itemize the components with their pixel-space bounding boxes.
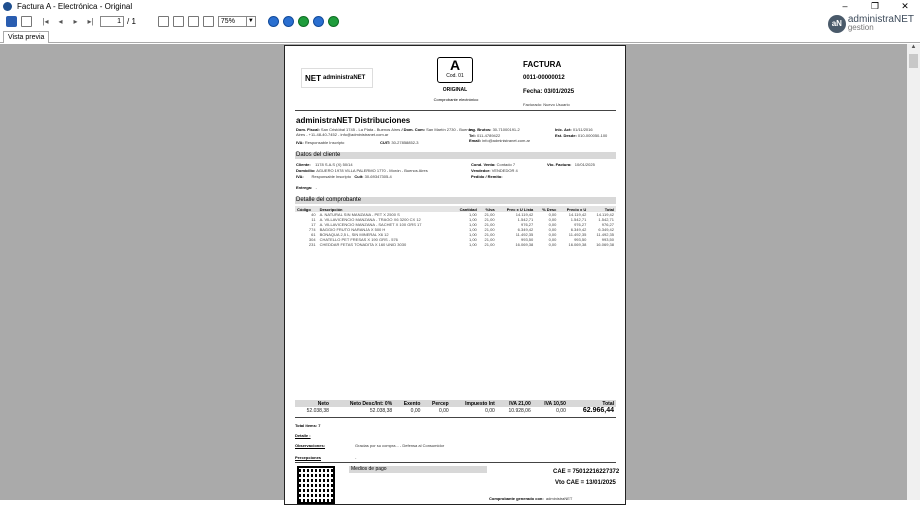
table-cell: 1,00 (468, 232, 477, 237)
table-cell: 21,00 (484, 217, 495, 222)
table-cell: BONAQUA 2,5 L, SIN MINERAL X6 12 (319, 232, 389, 237)
totals-table (295, 400, 616, 414)
client-data: Cliente: 1178 S.A.S (X) 50/14 Domicilio: AGUERO 1978 VILLA PALERMO 1770 - Morón - Buenos Aires IVA: Responsable Inscripto Cuit: 30-69347305-4 Entrega: - (296, 162, 428, 190)
cae-expiry: Vto CAE = 13/01/2025 (555, 480, 616, 486)
table-cell: 1.542,71 (570, 217, 587, 222)
table-cell: 0,00 (548, 242, 557, 247)
table-cell: 1,00 (468, 222, 477, 227)
totals-header: Neto (295, 400, 331, 407)
totals-value: 0,00 (410, 407, 421, 414)
report-toolbar (0, 13, 920, 29)
binoculars-icon[interactable] (203, 16, 214, 27)
percepciones-label: Percepciones (295, 455, 322, 460)
send-icon[interactable] (328, 16, 339, 27)
zoom-value: 75% (220, 17, 235, 25)
divider (295, 417, 616, 418)
invoice-page (284, 45, 626, 505)
table-cell: 0,00 (548, 232, 557, 237)
percepciones-value: - (355, 455, 357, 460)
table-cell: 231 (308, 242, 316, 247)
next-page-button[interactable]: ▸ (73, 16, 78, 26)
email-icon[interactable] (268, 16, 279, 27)
company-name: administraNET Distribuciones (296, 116, 411, 125)
table-cell: 993,50 (601, 237, 614, 242)
table-cell: CHATELLO PET FRESAS X 190 GRS - 576 (319, 237, 398, 242)
table-cell: 21,00 (484, 222, 495, 227)
table-cell: 14.119,42 (515, 212, 534, 217)
totals-header: Neto Desc/Int: 0% (331, 400, 394, 407)
last-page-button[interactable]: ▸| (87, 16, 94, 26)
table-cell: 21,00 (484, 212, 495, 217)
table-cell: A. VILLAVICENCIO MANZANA - SACHET X 100 GRS 17 (319, 222, 422, 227)
table-cell: 21,00 (484, 232, 495, 237)
qr-code (297, 466, 335, 504)
table-cell: 11 (311, 217, 316, 222)
table-cell: 16.069,38 (568, 242, 587, 247)
table-cell: A. NATURAL SIN MANZANA - PET X 2500 S (319, 212, 400, 217)
invoice-number: 0011-00000012 (523, 75, 565, 81)
table-cell: 14.119,42 (568, 212, 587, 217)
save-icon[interactable] (313, 16, 324, 27)
table-cell: 1,00 (468, 227, 477, 232)
first-page-button[interactable]: |◂ (42, 16, 49, 26)
totals-value: 52.038,38 (369, 407, 393, 414)
table-cell: 6.349,42 (570, 227, 587, 232)
page-number-input[interactable]: 1 (100, 16, 124, 27)
col-header: %Iva (479, 206, 497, 212)
cae-number: CAE = 75012216227372 (553, 469, 620, 475)
totals-header: IVA 21,00 (497, 400, 533, 407)
payment-methods-header: Medios de pago (349, 466, 487, 473)
totals-header: Percep (422, 400, 450, 407)
company-logo (301, 68, 373, 88)
table-cell: 993,50 (521, 237, 534, 242)
totals-header: IVA 10,50 (533, 400, 568, 407)
table-cell: 0,00 (548, 212, 557, 217)
company-address: Dom. Fiscal: San Cristóbal 1745 - La Plata - Buenos Aires / Dom. Com: San Martín 2730 - Buenos Aires - +11-48-40-7452 - info@administranet.com.ar (296, 127, 473, 137)
table-row (295, 242, 616, 247)
table-cell: 1,00 (468, 242, 477, 247)
brand-sub: gestion (847, 23, 874, 32)
table-cell: 976,27 (574, 222, 587, 227)
detail-section-header: Detalle del comprobante (295, 197, 616, 204)
invoice-letter: A (449, 57, 461, 73)
totals-value: 0,00 (556, 407, 566, 414)
company-contact: Ing. Brutos: 30-71000191-2 Tel: 011-4789422 Email: info@administranet.com.ar (469, 127, 530, 143)
page-total: / 1 (127, 16, 136, 26)
close-button[interactable]: ✕ (901, 1, 909, 11)
totals-header: Impuesto Int (451, 400, 497, 407)
tab-vista-previa[interactable]: Vista previa (3, 31, 49, 43)
table-cell: 11.492,35 (596, 232, 614, 237)
print-icon[interactable] (21, 16, 32, 27)
col-header: Código (295, 206, 318, 212)
generated-with: Comprobante generado con: administraNET (489, 496, 573, 501)
table-cell: 0,00 (548, 217, 557, 222)
vertical-scrollbar[interactable] (907, 44, 920, 500)
totals-header: Total (568, 400, 616, 407)
company-iva: IVA: Responsable Inscripto (296, 140, 345, 145)
totals-value: 0,00 (485, 407, 495, 414)
table-cell: 1,00 (468, 217, 477, 222)
invoiced-by: Facturado: Nuevo Usuario (523, 102, 570, 107)
table-cell: 16.069,38 (515, 242, 534, 247)
table-cell: 11.492,35 (515, 232, 534, 237)
scroll-up-icon[interactable]: ▲ (910, 44, 917, 50)
totals-value: 52.038,38 (306, 407, 329, 414)
scroll-thumb[interactable] (909, 54, 918, 68)
table-cell: 40 (311, 212, 316, 217)
invoice-letter-box (437, 57, 473, 83)
detalle-label: Detalle : (295, 433, 311, 438)
col-header: Cantidad (452, 206, 479, 212)
col-header: Precio x U (558, 206, 588, 212)
observaciones-label: Observaciones: (295, 443, 326, 448)
table-cell: 0,00 (548, 222, 557, 227)
pdf-icon[interactable] (283, 16, 294, 27)
table-cell: 0,00 (548, 227, 557, 232)
col-header: Total (588, 206, 616, 212)
table-cell: 1,00 (468, 237, 477, 242)
zoom-icon[interactable] (188, 16, 199, 27)
totals-header-row (295, 400, 616, 407)
due-date: Vto. Factura: 10/01/2025 (547, 162, 595, 167)
totals-value: 0,00 (438, 407, 449, 414)
comprobante-label: Comprobante electrónico (433, 97, 479, 102)
table-cell: 21,00 (484, 227, 495, 232)
table-cell: 1,00 (468, 212, 477, 217)
table-cell: 976,27 (521, 222, 534, 227)
table-cell: 16.069,38 (596, 242, 614, 247)
total-items: Total items: 7 (295, 423, 321, 428)
observaciones-text: Gracias por su compra... - Defensa al Consumidor (355, 443, 445, 448)
table-cell: 993,50 (574, 237, 587, 242)
sale-conditions: Cond. Venta: Contado 7 Vendedor: VENDEDOR 4 Pedido / Remito: (471, 162, 518, 179)
logo-mark: NET (305, 73, 321, 83)
multi-page-icon[interactable] (173, 16, 184, 27)
single-page-icon[interactable] (158, 16, 169, 27)
logo-text: administraNET (323, 75, 366, 81)
col-header: % Desc (535, 206, 558, 212)
table-cell: 1.542,71 (517, 217, 534, 222)
invoice-date: Fecha: 03/01/2025 (523, 89, 575, 95)
brand-mark: aN (828, 15, 846, 33)
client-section-header: Datos del cliente (295, 152, 616, 159)
table-cell: 21,00 (484, 242, 495, 247)
col-header: Descripción (318, 206, 452, 212)
table-cell: BAGGIO FRUTO NARANJA X 500 H (319, 227, 386, 232)
divider (295, 462, 616, 463)
app-icon (3, 2, 12, 11)
table-cell: 21,00 (484, 237, 495, 242)
table-cell: 61 (311, 232, 316, 237)
invoice-type: FACTURA (523, 60, 562, 69)
table-cell: A. VILLAVICENCIO MANZANA - TRAGO X6 3200 CX 12 (319, 217, 421, 222)
zoom-select[interactable] (218, 16, 256, 27)
whatsapp-icon[interactable] (298, 16, 309, 27)
company-activity: Inic. Act: 01/11/2016 Est. Desde: 010-000050-100 (555, 127, 608, 138)
totals-values-row (295, 407, 616, 414)
table-cell: 304 (308, 237, 316, 242)
table-cell: 11.492,35 (568, 232, 587, 237)
table-cell: 0,00 (548, 237, 557, 242)
items-table (295, 206, 616, 247)
copy-label: ORIGINAL (442, 87, 468, 93)
table-cell: 6.349,42 (598, 227, 614, 232)
table-cell: 14.119,42 (596, 212, 614, 217)
window-title: Factura A - Electrónica - Original (17, 2, 133, 11)
brand-name: administraNET (847, 14, 914, 25)
window-title-bar (0, 0, 920, 13)
divider (295, 110, 616, 111)
company-cuit: CUIT: 30-27858852-3 (380, 140, 419, 145)
totals-header: Exento (394, 400, 422, 407)
table-cell: CHEDDAR FETAS TONADITA X 160 UNID 3030 (319, 242, 407, 247)
tab-bar (0, 30, 920, 43)
export-icon[interactable] (6, 16, 17, 27)
table-cell: 17 (311, 222, 316, 227)
totals-value: 10.928,06 (508, 407, 531, 414)
maximize-button[interactable]: ❐ (870, 1, 880, 11)
chevron-down-icon: ▼ (246, 17, 255, 26)
invoice-code: Cod. 01 (446, 73, 464, 79)
table-cell: 774 (308, 227, 316, 232)
table-cell: 1.542,71 (598, 217, 614, 222)
grand-total: 62.966,44 (582, 407, 614, 414)
minimize-button[interactable]: – (842, 1, 848, 11)
col-header: Prec x U Lista (497, 206, 536, 212)
table-cell: 976,27 (601, 222, 614, 227)
prev-page-button[interactable]: ◂ (58, 16, 63, 26)
table-cell: 6.349,42 (517, 227, 534, 232)
